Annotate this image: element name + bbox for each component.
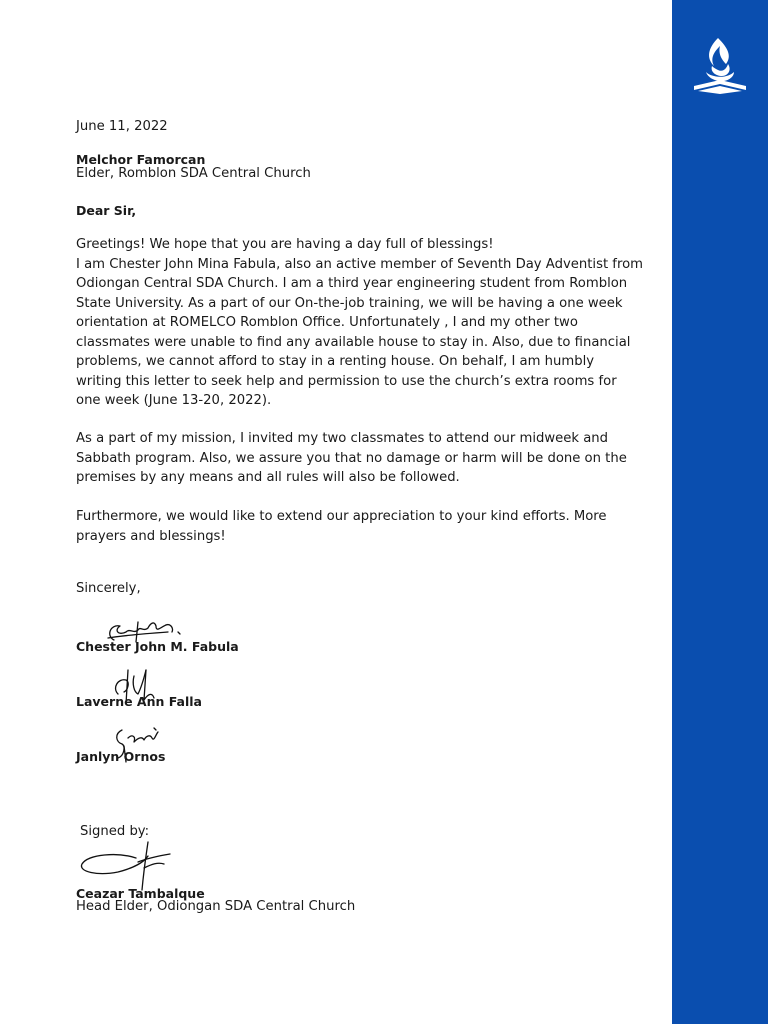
recipient-title: Elder, Romblon SDA Central Church xyxy=(76,166,311,181)
body-line: prayers and blessings! xyxy=(76,528,226,544)
signatory-name: Janlyn Ornos xyxy=(76,749,166,764)
body-line: orientation at ROMELCO Romblon Office. Unfortunately , I and my other two xyxy=(76,315,578,330)
body-line: one week (June 13-20, 2022). xyxy=(76,393,272,408)
body-paragraph-2 xyxy=(76,429,636,488)
church-logo-icon xyxy=(692,36,748,96)
head-elder-title: Head Elder, Odiongan SDA Central Church xyxy=(76,899,356,914)
body-line: Sabbath program. Also, we assure you that no damage or harm will be done on the xyxy=(76,450,627,466)
letter-date: June 11, 2022 xyxy=(76,119,168,134)
signed-by-label: Signed by: xyxy=(80,824,150,839)
body-line: Furthermore, we would like to extend our appreciation to your kind efforts. More xyxy=(76,509,607,524)
sidebar-band xyxy=(672,0,768,1024)
head-elder-name: Ceazar Tambalque xyxy=(76,886,205,901)
body-line: premises by any means and all rules will also be followed. xyxy=(76,470,460,485)
signatory-name: Chester John M. Fabula xyxy=(76,639,239,654)
body-line: classmates were unable to find any available house to stay in. Also, due to financial xyxy=(76,334,631,350)
recipient-name: Melchor Famorcan xyxy=(76,152,206,167)
body-line: State University. As a part of our On-the-job training, we will be having a one week xyxy=(76,295,623,311)
signatory-name: Laverne Ann Falla xyxy=(76,694,202,709)
body-line: Odiongan Central SDA Church. I am a third year engineering student from Romblon xyxy=(76,276,628,291)
body-line: problems, we cannot afford to stay in a renting house. On behalf, I am humbly xyxy=(76,354,595,369)
salutation: Dear Sir, xyxy=(76,203,137,218)
body-paragraph-1 xyxy=(76,235,643,411)
body-line: writing this letter to seek help and permission to use the church’s extra rooms for xyxy=(76,373,617,389)
closing: Sincerely, xyxy=(76,581,141,596)
body-line: Greetings! We hope that you are having a day full of blessings! xyxy=(76,237,494,252)
body-line: As a part of my mission, I invited my two classmates to attend our midweek and xyxy=(76,431,609,446)
body-paragraph-3 xyxy=(76,507,636,546)
body-line: I am Chester John Mina Fabula, also an active member of Seventh Day Adventist from xyxy=(76,256,643,272)
